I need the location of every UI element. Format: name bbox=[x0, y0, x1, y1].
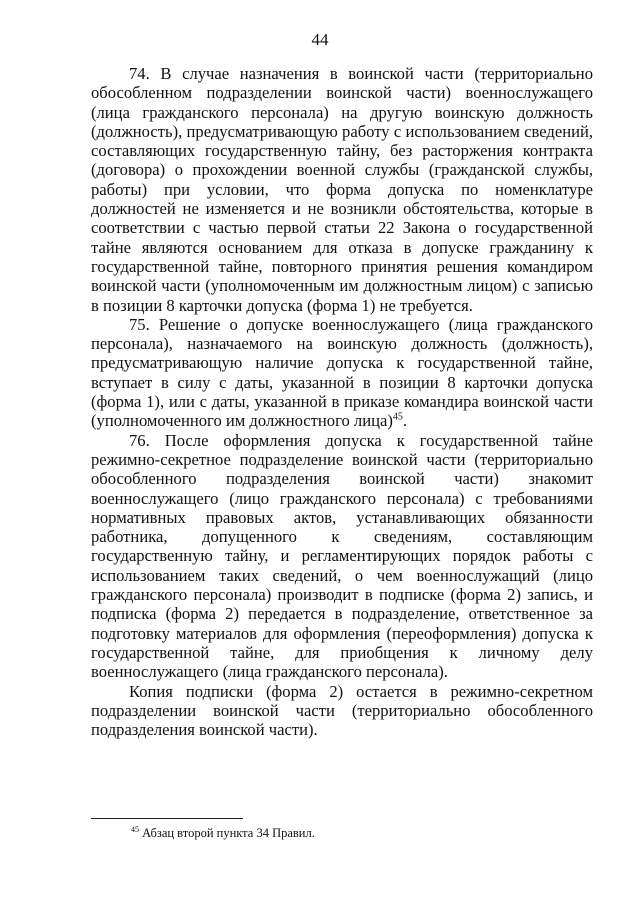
paragraph-74 bbox=[91, 64, 593, 315]
paragraph-75 bbox=[91, 315, 593, 431]
paragraph-76-copy bbox=[91, 682, 593, 740]
paragraph-76-copy-text: Копия подписки (форма 2) остается в режимно-секретном подразделении воинской части (территориально обособленного подразделения воинской части). bbox=[91, 681, 593, 740]
footnote-divider bbox=[91, 818, 243, 819]
paragraph-75-text: 75. Решение о допуске военнослужащего (лица гражданского персонала), назначаемого на воинскую должность (должность), предусматривающую наличие допуска к государственной тайне, вступает в силу с даты, указанной в позиции 8 карточки допуска (форма 1), или с даты, указанной в приказе командира воинской части (уполномоченного им должностного лица) bbox=[91, 314, 593, 431]
paragraph-74-text: 74. В случае назначения в воинской части (территориально обособленном подразделении воинской части) военнослужащего (лица гражданского персонала) на другую воинскую должность (должность), предусматривающую работу с использованием сведений, составляющих государственную тайну, без расторжения контракта (договора) о прохождении военной службы (гражданской службы, работы) при условии, что форма допуска по номенклатуре должностей не изменяется и не возникли обстоятельства, которые в соответствии с частью первой статьи 22 Закона о государственной тайне являются основанием для отказа в допуске гражданину к государственной тайне, повторного принятия решения командиром воинской части (уполномоченным им должностным лицом) с записью в позиции 8 карточки допуска (форма 1) не требуется. bbox=[91, 64, 593, 315]
paragraph-76-text: 76. После оформления допуска к государственной тайне режимно-секретное подразделение воинской части (территориально обособленного подразделения воинской части) знакомит военнослужащего (лицо гражданского персонала) с требованиями нормативных правовых актов, устанавливающих обязанности работника, допущенного к сведениям, составляющим государственную тайну, и регламентирующих порядок работы с использованием таких сведений, о чем военнослужащий (лицо гражданского персонала) производит в подписке (форма 2) запись, и подписка (форма 2) передается в подразделение, ответственное за подготовку материалов для оформления (переоформления) допуска к государственной тайне, для приобщения к личному делу военнослужащего (лица гражданского персонала). bbox=[91, 430, 593, 682]
paragraph-75-tail: . bbox=[402, 411, 408, 431]
footnote bbox=[131, 826, 315, 841]
footnote-text: Абзац второй пункта 34 Правил. bbox=[139, 826, 315, 840]
footnote-reference[interactable]: 45 bbox=[392, 411, 403, 423]
document-body bbox=[91, 64, 593, 739]
footnote-number: 45 bbox=[131, 824, 139, 834]
page-number: 44 bbox=[311, 30, 329, 49]
paragraph-76 bbox=[91, 431, 593, 682]
